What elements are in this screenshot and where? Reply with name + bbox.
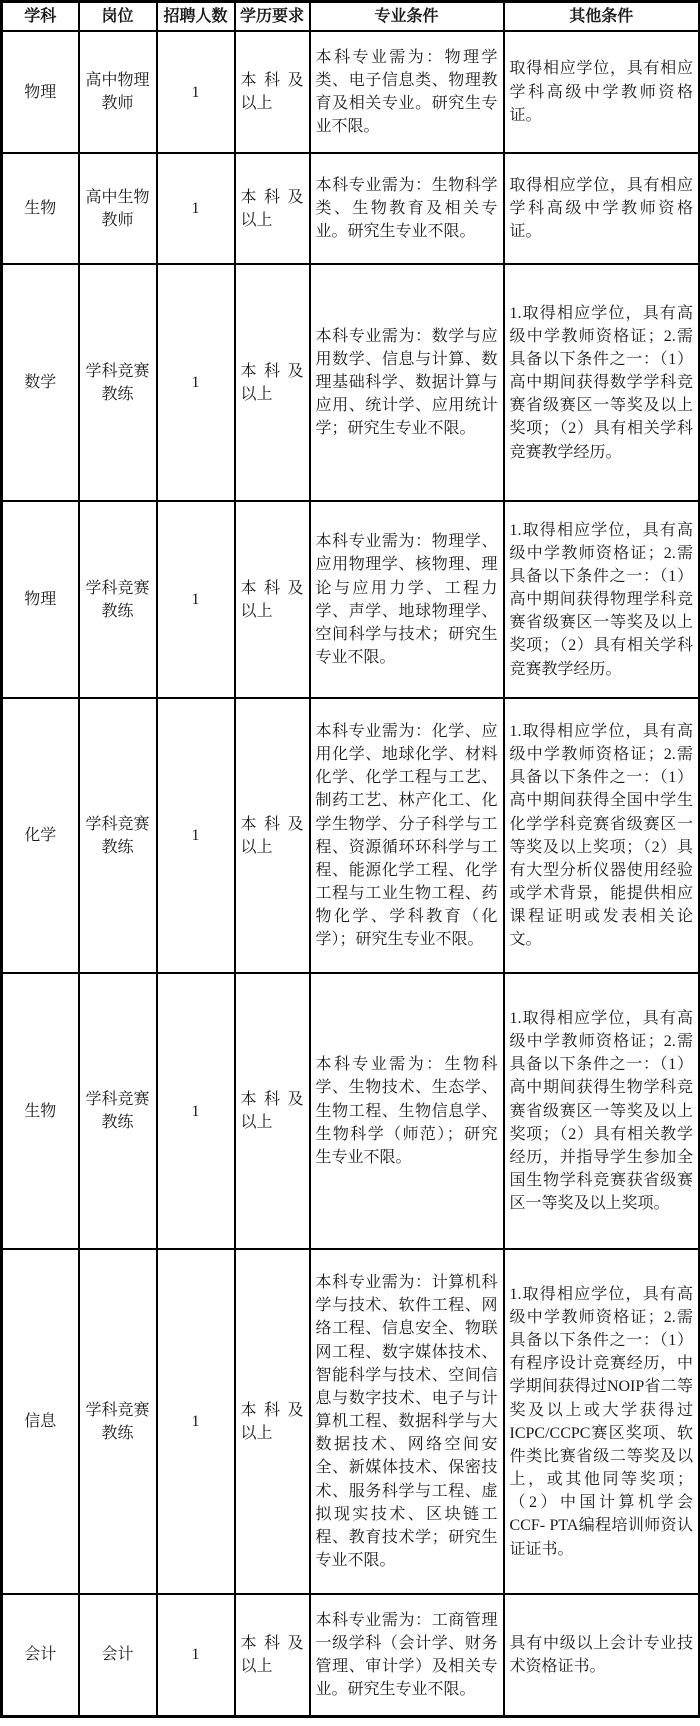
column-header-major: 专业条件 xyxy=(310,2,504,32)
cell-count: 1 xyxy=(157,1249,235,1594)
cell-other: 1.取得相应学位，具有高级中学教师资格证；2.需具备以下条件之一：（1）高中期间获得物理学科竞赛省级赛区一等奖及以上奖项；（2）具有相关学科竞赛教学经历。 xyxy=(504,501,700,698)
cell-other: 1.取得相应学位，具有高级中学教师资格证；2.需具备以下条件之一：（1）有程序设计竞赛经历，中学期间获得过NOIP省二等奖及以上或大学获得过ICPC/CCPC赛区奖项、软件类比赛省级二等奖及以上，或其他同等奖项；（2）中国计算机学会CCF- PTA编程培训师资认证证书。 xyxy=(504,1249,700,1594)
cell-position: 学科竞赛教练 xyxy=(79,1249,157,1594)
cell-count: 1 xyxy=(157,153,235,264)
cell-major: 本科专业需为：物理学、应用物理学、核物理、理论与应用力学、工程力学、声学、地球物理学、空间科学与技术；研究生专业不限。 xyxy=(310,501,504,698)
cell-education: 本科及以上 xyxy=(235,501,310,698)
cell-subject: 物理 xyxy=(2,501,79,698)
cell-position: 高中物理教师 xyxy=(79,31,157,153)
column-header-subject: 学科 xyxy=(2,2,79,32)
cell-education: 本科及以上 xyxy=(235,973,310,1249)
cell-education: 本科及以上 xyxy=(235,153,310,264)
table-row xyxy=(2,1249,700,1594)
table-row xyxy=(2,264,700,501)
cell-education: 本科及以上 xyxy=(235,698,310,973)
cell-subject: 信息 xyxy=(2,1249,79,1594)
cell-count: 1 xyxy=(157,264,235,501)
cell-position: 高中生物教师 xyxy=(79,153,157,264)
column-header-position: 岗位 xyxy=(79,2,157,32)
column-header-count: 招聘人数 xyxy=(157,2,235,32)
table-row xyxy=(2,153,700,264)
cell-count: 1 xyxy=(157,501,235,698)
table-row xyxy=(2,31,700,153)
table-row xyxy=(2,501,700,698)
cell-position: 学科竞赛教练 xyxy=(79,501,157,698)
cell-major: 本科专业需为：数学与应用数学、信息与计算、数理基础科学、数据计算与应用、统计学、应用统计学；研究生专业不限。 xyxy=(310,264,504,501)
cell-subject: 会计 xyxy=(2,1594,79,1716)
column-header-education: 学历要求 xyxy=(235,2,310,32)
table-row xyxy=(2,973,700,1249)
cell-other: 1.取得相应学位，具有高级中学教师资格证；2.需具备以下条件之一：（1）高中期间获得数学学科竞赛省级赛区一等奖及以上奖项；（2）具有相关学科竞赛教学经历。 xyxy=(504,264,700,501)
cell-education: 本科及以上 xyxy=(235,1249,310,1594)
cell-education: 本科及以上 xyxy=(235,1594,310,1716)
cell-other: 取得相应学位，具有相应学科高级中学教师资格证。 xyxy=(504,153,700,264)
cell-position: 学科竞赛教练 xyxy=(79,973,157,1249)
cell-major: 本科专业需为：化学、应用化学、地球化学、材料化学、化学工程与工艺、制药工艺、林产化工、化学生物学、分子科学与工程、资源循环环科学与工程、能源化学工程、化学工程与工业生物工程、药物化学、学科教育（化学）；研究生专业不限。 xyxy=(310,698,504,973)
cell-subject: 生物 xyxy=(2,153,79,264)
cell-subject: 数学 xyxy=(2,264,79,501)
cell-subject: 物理 xyxy=(2,31,79,153)
cell-major: 本科专业需为：物理学类、电子信息类、物理教育及相关专业。研究生专业不限。 xyxy=(310,31,504,153)
cell-major: 本科专业需为：计算机科学与技术、软件工程、网络工程、信息安全、物联网工程、数字媒体技术、智能科学与技术、空间信息与数字技术、电子与计算机工程、数据科学与大数据技术、网络空间安全、新媒体技术、保密技术、服务科学与工程、虚拟现实技术、区块链工程、教育技术学；研究生专业不限。 xyxy=(310,1249,504,1594)
cell-other: 1.取得相应学位，具有高级中学教师资格证；2.需具备以下条件之一：（1）高中期间获得全国中学生化学学科竞赛省级赛区一等奖及以上奖项；（2）具有大型分析仪器使用经验或学术背景，能提供相应课程证明或发表相关论文。 xyxy=(504,698,700,973)
cell-subject: 化学 xyxy=(2,698,79,973)
table-row xyxy=(2,698,700,973)
cell-other: 1.取得相应学位，具有高级中学教师资格证；2.需具备以下条件之一：（1）高中期间获得生物学科竞赛省级赛区一等奖及以上奖项；（2）具有相关教学经历，并指导学生参加全国生物学科竞赛获省级赛区一等奖及以上奖项。 xyxy=(504,973,700,1249)
table-row xyxy=(2,1594,700,1716)
cell-major: 本科专业需为：工商管理一级学科（会计学、财务管理、审计学）及相关专业。研究生专业不限。 xyxy=(310,1594,504,1716)
cell-major: 本科专业需为：生物科学类、生物教育及相关专业。研究生专业不限。 xyxy=(310,153,504,264)
cell-position: 学科竞赛教练 xyxy=(79,264,157,501)
cell-education: 本科及以上 xyxy=(235,31,310,153)
cell-count: 1 xyxy=(157,31,235,153)
cell-position: 学科竞赛教练 xyxy=(79,698,157,973)
cell-subject: 生物 xyxy=(2,973,79,1249)
cell-other: 具有中级以上会计专业技术资格证书。 xyxy=(504,1594,700,1716)
table-header-row xyxy=(2,2,700,32)
cell-count: 1 xyxy=(157,973,235,1249)
column-header-other: 其他条件 xyxy=(504,2,700,32)
cell-other: 取得相应学位，具有相应学科高级中学教师资格证。 xyxy=(504,31,700,153)
cell-count: 1 xyxy=(157,698,235,973)
cell-position: 会计 xyxy=(79,1594,157,1716)
cell-education: 本科及以上 xyxy=(235,264,310,501)
cell-major: 本科专业需为：生物科学、生物技术、生态学、生物工程、生物信息学、生物科学（师范）；研究生专业不限。 xyxy=(310,973,504,1249)
cell-count: 1 xyxy=(157,1594,235,1716)
